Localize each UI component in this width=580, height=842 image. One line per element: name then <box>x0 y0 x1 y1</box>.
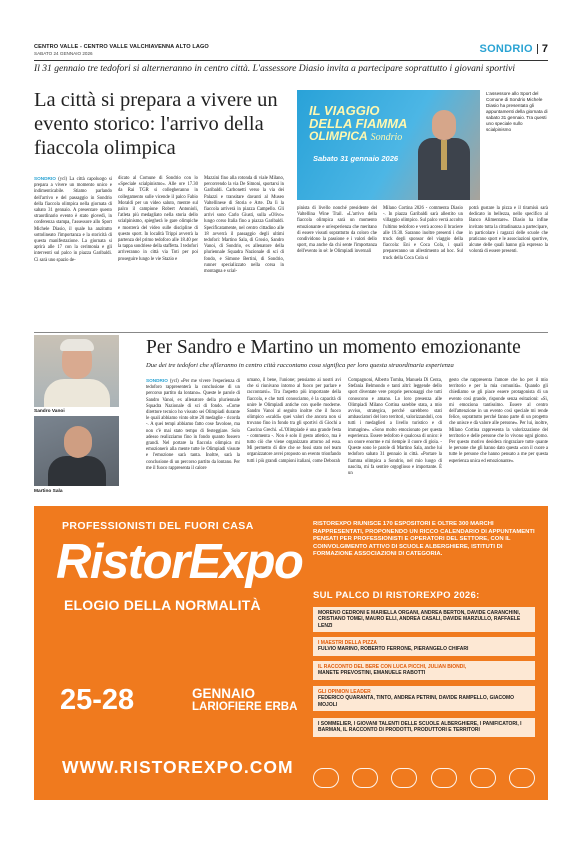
ad-slogan: ELOGIO DELLA NORMALITÀ <box>64 597 261 613</box>
article2-kicker: Due dei tre tedofori che sfileranno in centro città raccontano cosa significa per loro questa straordinaria esperienza <box>146 362 454 369</box>
sponsor-logo-icon <box>313 768 339 788</box>
article2-headline: Per Sandro e Martino un momento emozionante <box>146 337 521 358</box>
ad-box-drinks <box>313 661 535 680</box>
sponsor-logo-icon <box>352 768 378 788</box>
header-left <box>34 44 209 56</box>
newspaper-name: CENTRO VALLE - CENTRO VALLE VALCHIAVENNA ALTO LAGO <box>34 44 209 50</box>
assessor-figure <box>418 110 470 200</box>
banner-date: Sabato 31 gennaio 2026 <box>313 154 399 163</box>
header-rule <box>34 60 548 61</box>
sponsor-logo-icon <box>431 768 457 788</box>
article2-col2: umano, il bene, l'unione; pensiamo ai nostri avi che si riunivano intorno al fuoco per parlare e raccontarsi». Tra l'aspetto più importante della fiaccola, e che tutti conosciamo, è la capacità di unire le Olimpiadi antiche con quelle moderne. Sandro Vanoi al seguito inoltre che il fuoco olimpico «scaldi» quei valori che ancora non si trovano fino in fondo tra gli sportivi di Giochi a Cascina Grechi. «L'Olimpiade è una grande festa - commenta -. Non è solo il gesto atletico, ma è tutto ciò che viene organizzato attorno ad essa. Mi permetto di dire che se fossi stato nel team organizzatore avrei proposto un evento trionfando tutti i più grandi campioni italiani, come Deborah <box>247 378 341 464</box>
article1-headline: La città si prepara a vivere un evento storico: l'arrivo della fiaccola olimpica <box>34 89 278 159</box>
ad-venue: LARIOFIERE ERBA <box>192 701 298 713</box>
article2-col3: Compagnoni, Alberto Tomba, Manuela Di Centa, Stefania Belmondo e tanti altri: leggende dello sport diventate vere proprie personaggi che tutti conoscono e amano. Lo loro presenza alle Olimpiadi Milano Cortina sarebbe stata, a mio avviso, strategica, perché sarebbero stati ambasciatori del loro territori, valorizzandoli, con tutti i medaglieri a livello turistico e di immagine». «Sono molto emozionato per questa esperienza. Essere tedoforo è qualcosa di unico: è un onore enorme e mi riempie il cuore di gioia. - Queste sono le parole di Martino Sala, anche lui tedoforo sabato 31 gennaio in città. «Portare la fiamma olimpica a Sondrio, nel mio luogo di nascita, mi fa sentire orgoglioso e importante. È un <box>348 378 442 477</box>
ad-palco-title: SUL PALCO DI RISTOREXPO 2026: <box>313 590 480 601</box>
ad-intro-text: RISTOREXPO RIUNISCE 170 ESPOSITORI E OLTRE 300 MARCHI RAPPRESENTATI, PROPONENDO UN RICCO CALENDARIO DI APPUNTAMENTI PENSATI PER PROFESSIONISTI E OPERATORI DEL SETTORE, CON IL COINVOLGIMENTO ATTIVO DI SCUOLE ALBERGHIERE, ISTITUTI DI FORMAZIONE ASSOCIAZIONI DI CATEGORIA. <box>313 521 535 557</box>
sponsor-logos-row <box>313 765 535 791</box>
photo-hair <box>60 339 94 351</box>
banner-line3: OLIMPICA <box>309 129 368 143</box>
sponsor-logo-icon <box>470 768 496 788</box>
ad-box-title: GLI OPINION LEADER <box>318 689 371 695</box>
article2-byline: SONDRIO <box>146 378 168 383</box>
article1-col5: Milano Cortina 2026 - commenta Diasio -. In piazza Garibaldi sarà allestito un villaggio olimpico. Sul palco verrà accolto l'ultimo tedoforo e verrà acceso il braciere alle 19.30. Saranno inoltre presenti i due truck degli sponsor del viaggio della fiaccola: Eni e Coca Cola, i quali prepareranno un allestimento ad hoc. Sul truck della Coca Cola si <box>383 206 463 261</box>
ad-box-text: FULVIO MARINO, ROBERTO FERRONE, PIERANGELO CHIFARI <box>318 646 469 653</box>
page-header <box>34 44 548 58</box>
sandro-vanoi-photo <box>34 335 119 407</box>
ad-box-text: MORENO CEDRONI E MARIELLA ORGANI, ANDREA BERTON, DAVIDE CARANCHINI, CRISTIANO TOMEI, MAURO ELLI, ANDREA CASALI, DAVIDE MARZULLO, RAFFAELE LENZI <box>318 610 521 629</box>
ad-website-link[interactable]: WWW.RISTOREXPO.COM <box>62 757 294 777</box>
ad-box-text: I SOMMELIER, I GIOVANI TALENTI DELLE SCUOLE ALBERGHIERE, I PANIFICATORI, I BARMAN, IL RACCONTO DI PRODOTTI, PRODUTTORI E TERRITORI <box>318 721 522 734</box>
article1-col3: Mazzini fino alla rotonda di viale Milano, percorrendo la via De Simoni, sportarsi in Garibaldi. Carbonetti verso la via dei Palazzi e transitare davanti al Museo Valtellinese di Storia e Arte. Da lì la fiaccola arriverà in piazza Campello. Gli arrivi sono Carlo Giusti, sulla «Olivo» lungo corso Italia fino a piazza Garibaldi. Specificatamente, nel centro cittadino alle 18 avverrà il passaggio degli ultimi tedofori: Martino Sala, di Grosio, Sandro Vanoi, di Sondrio, ex allenatore della pluriennale Squadra Nazionale di sci di fondo, e Simone Bertini, di Sondrio, runner specializzato nella corsa in montagna e scial- <box>204 176 284 275</box>
article1-byline: SONDRIO <box>34 176 56 181</box>
banner-line2: DELLA FIAMMA <box>309 116 408 131</box>
section-name: SONDRIO <box>479 43 533 55</box>
ad-box-text: FEDERICO QUARANTA, TINTO, ANDREA PETRINI, DAVIDE RAMPELLO, GIACOMO MOJOLI <box>318 695 515 708</box>
issue-date: SABATO 24 GENNAIO 2026 <box>34 51 93 56</box>
article1-col1 <box>34 176 112 264</box>
ad-box-title: I MAESTRI DELLA PIZZA <box>318 640 377 646</box>
sponsor-logo-icon <box>391 768 417 788</box>
article1-col2: dicato al Comune di Sondrio con lo «Speciale scialpinismo». Alle ore 17.30 da Rai TGR si collegheranno in collegamento sulle vicende il palco Fabio Moraldi per un video saluto, mentre sul palco il campione Robert Antonioli, l'atleta più medagliato nella storia dello scialpinismo, spiegherà le gare olimpiche e mostrerà del video sulle discipline di questo sport. In località Trippi avverrà la partenza del primo tedoforo alle 18.40 per la tappa sondriese della staffetta. I tedofori arriveranno in città via Toti per poi proseguire lungo le vie Stazio e <box>118 176 198 262</box>
sponsor-logo-icon <box>509 768 535 788</box>
article1-kicker: Il 31 gennaio tre tedofori si alterneranno in centro città. L'assessore Diasio invita a partecipare soprattutto i giovani sportivi <box>34 63 516 74</box>
ristorexpo-logo: RistorExpo <box>56 535 303 589</box>
banner-line1: IL VIAGGIO <box>309 103 380 118</box>
article2-col1 <box>146 378 240 472</box>
ad-month: GENNAIO <box>192 686 256 701</box>
banner-subtitle <box>309 129 402 143</box>
article1-col1-text: (ycl) La città capoluogo si prepara a vivere un momento unico e indimenticabile. Stiamo parlando dell'arrivo e del passaggio in Sondrio della fiaccola olimpica nella giornata di sabato 31 gennaio. A presentare questo straordinario evento è stato giovedì, in conferenza stampa, l'assessore allo Sport Michele Diasio, il quale ha anzitutto sottolineato l'importanza e la storicità di questa manifestazione. La giornata si aprirà alle 17 con la cerimonia e gli interventi sul palco in piazza Garibaldi. Ci sarà uno spazio de- <box>34 177 113 263</box>
header-right <box>479 43 548 55</box>
photo-head <box>64 426 92 458</box>
ad-box-chefs <box>313 607 535 632</box>
photo-body <box>44 379 110 407</box>
article2-col1-text: (ycl) «Per me vivere l'esperienza di tedoforo rappresenterà la conclusione di un percorso partito da lontano». Queste le parole di Sandro Vanoi, ex allenatore della pluriennale Squadra Nazionale di sci di fondo. «Come direttore tecnico ho vissuto sei Olimpiadi durante le quali abbiamo vinto oltre 20 medaglie - ricorda -. A quei tempi abbiamo fatto cose favolose, ma non c'è mai stato tempo di festeggiare. Solo adesso realizziamo fino in fondo quanto fossero grandi. Nel portare la fiaccola olimpica mi emozionerò alla mente tutte le Olimpiadi vissute e l'emozione sarà tanta. Inoltre, sarà la conclusione di un percorso partito da lontano. Per me il fuoco rappresenta il calore <box>146 379 241 471</box>
figure-head <box>432 110 456 140</box>
ad-box-pizza <box>313 637 535 656</box>
martino-sala-photo <box>34 416 119 486</box>
section-divider <box>34 332 548 333</box>
figure-tie <box>441 140 447 170</box>
torch-banner-photo <box>297 90 480 200</box>
header-separator <box>537 44 538 54</box>
article1-col4: pinista di livello nonché presidente del Valtellina Wine Trail. «L'arrivo della fiaccola olimpica sarà un momento emozionante e un'esperienza che meritano di essere vissuti soprattutto da coloro che condividono la passione e i valori dello sport, ma anche da chi sente l'importanza dell'evento in sé: le Olimpiadi invernali <box>297 206 377 255</box>
ad-box-opinion-leaders <box>313 686 535 711</box>
ad-dates: 25-28 <box>60 684 135 716</box>
article2-col4: gesto che rappresenta l'amore che ho per il mio territorio e per la mia comunità». Quando gli chiediamo se gli piace essere protagonista di un evento così grande, risponde senza esitazioni: «Sì, mi emoziona tantissimo. Essere al centro dell'attenzione in un evento così speciale mi rende felice, soprattutto perché fanno parte di un progetto che unisce e dà valore alle persone». Per lui, inoltre, Milano Cortina rappresenta la valorizzazione del territorio e delle persone che lo vivono ogni giorno. Per questo motivo desidera ringraziare tutte quante le persone che gli hanno dato questa «con il cuore a tutte le persone che hanno pensato a me per questa esperienza unica ed emozionante». <box>449 378 548 464</box>
photo-caption: L'assessore allo Sport del Comune di Sondrio Michele Diasio ha presentato gli appuntamenti della giornata di sabato 31 gennaio. Tra questi uno speciale sullo scialpinismo <box>486 91 548 132</box>
ad-box-text: MANETE PREVOSTINI, EMANUELE RABOTTI <box>318 670 426 677</box>
ad-tagline: PROFESSIONISTI DEL FUORI CASA <box>62 520 254 532</box>
photo1-caption: Sandro Vanoi <box>34 409 65 414</box>
banner-place: Sondrio <box>370 132 403 143</box>
article1-col6: potrà gustare la pizza e il tiramisù sarà dedicato in bellezza, nello specifico al Banco Alimentare». Diasio ha infine invitato tutta la cittadinanza a partecipare, in particolare i ragazzi delle scuole che praticano sport e le associazioni sportive, alcune delle quali hanno già espresso la volontà di essere presenti. <box>469 206 548 255</box>
ad-box-title: IL RACCONTO DEL BERE CON LUCA PICCHI, JULIAN BIONDI, <box>318 664 467 670</box>
banner-title <box>309 104 407 130</box>
photo2-caption: Martino Sala <box>34 489 63 494</box>
ad-box-talents <box>313 718 535 737</box>
ristorexpo-advertisement[interactable] <box>34 506 548 800</box>
page-number: 7 <box>541 43 548 55</box>
photo-body <box>48 456 106 486</box>
